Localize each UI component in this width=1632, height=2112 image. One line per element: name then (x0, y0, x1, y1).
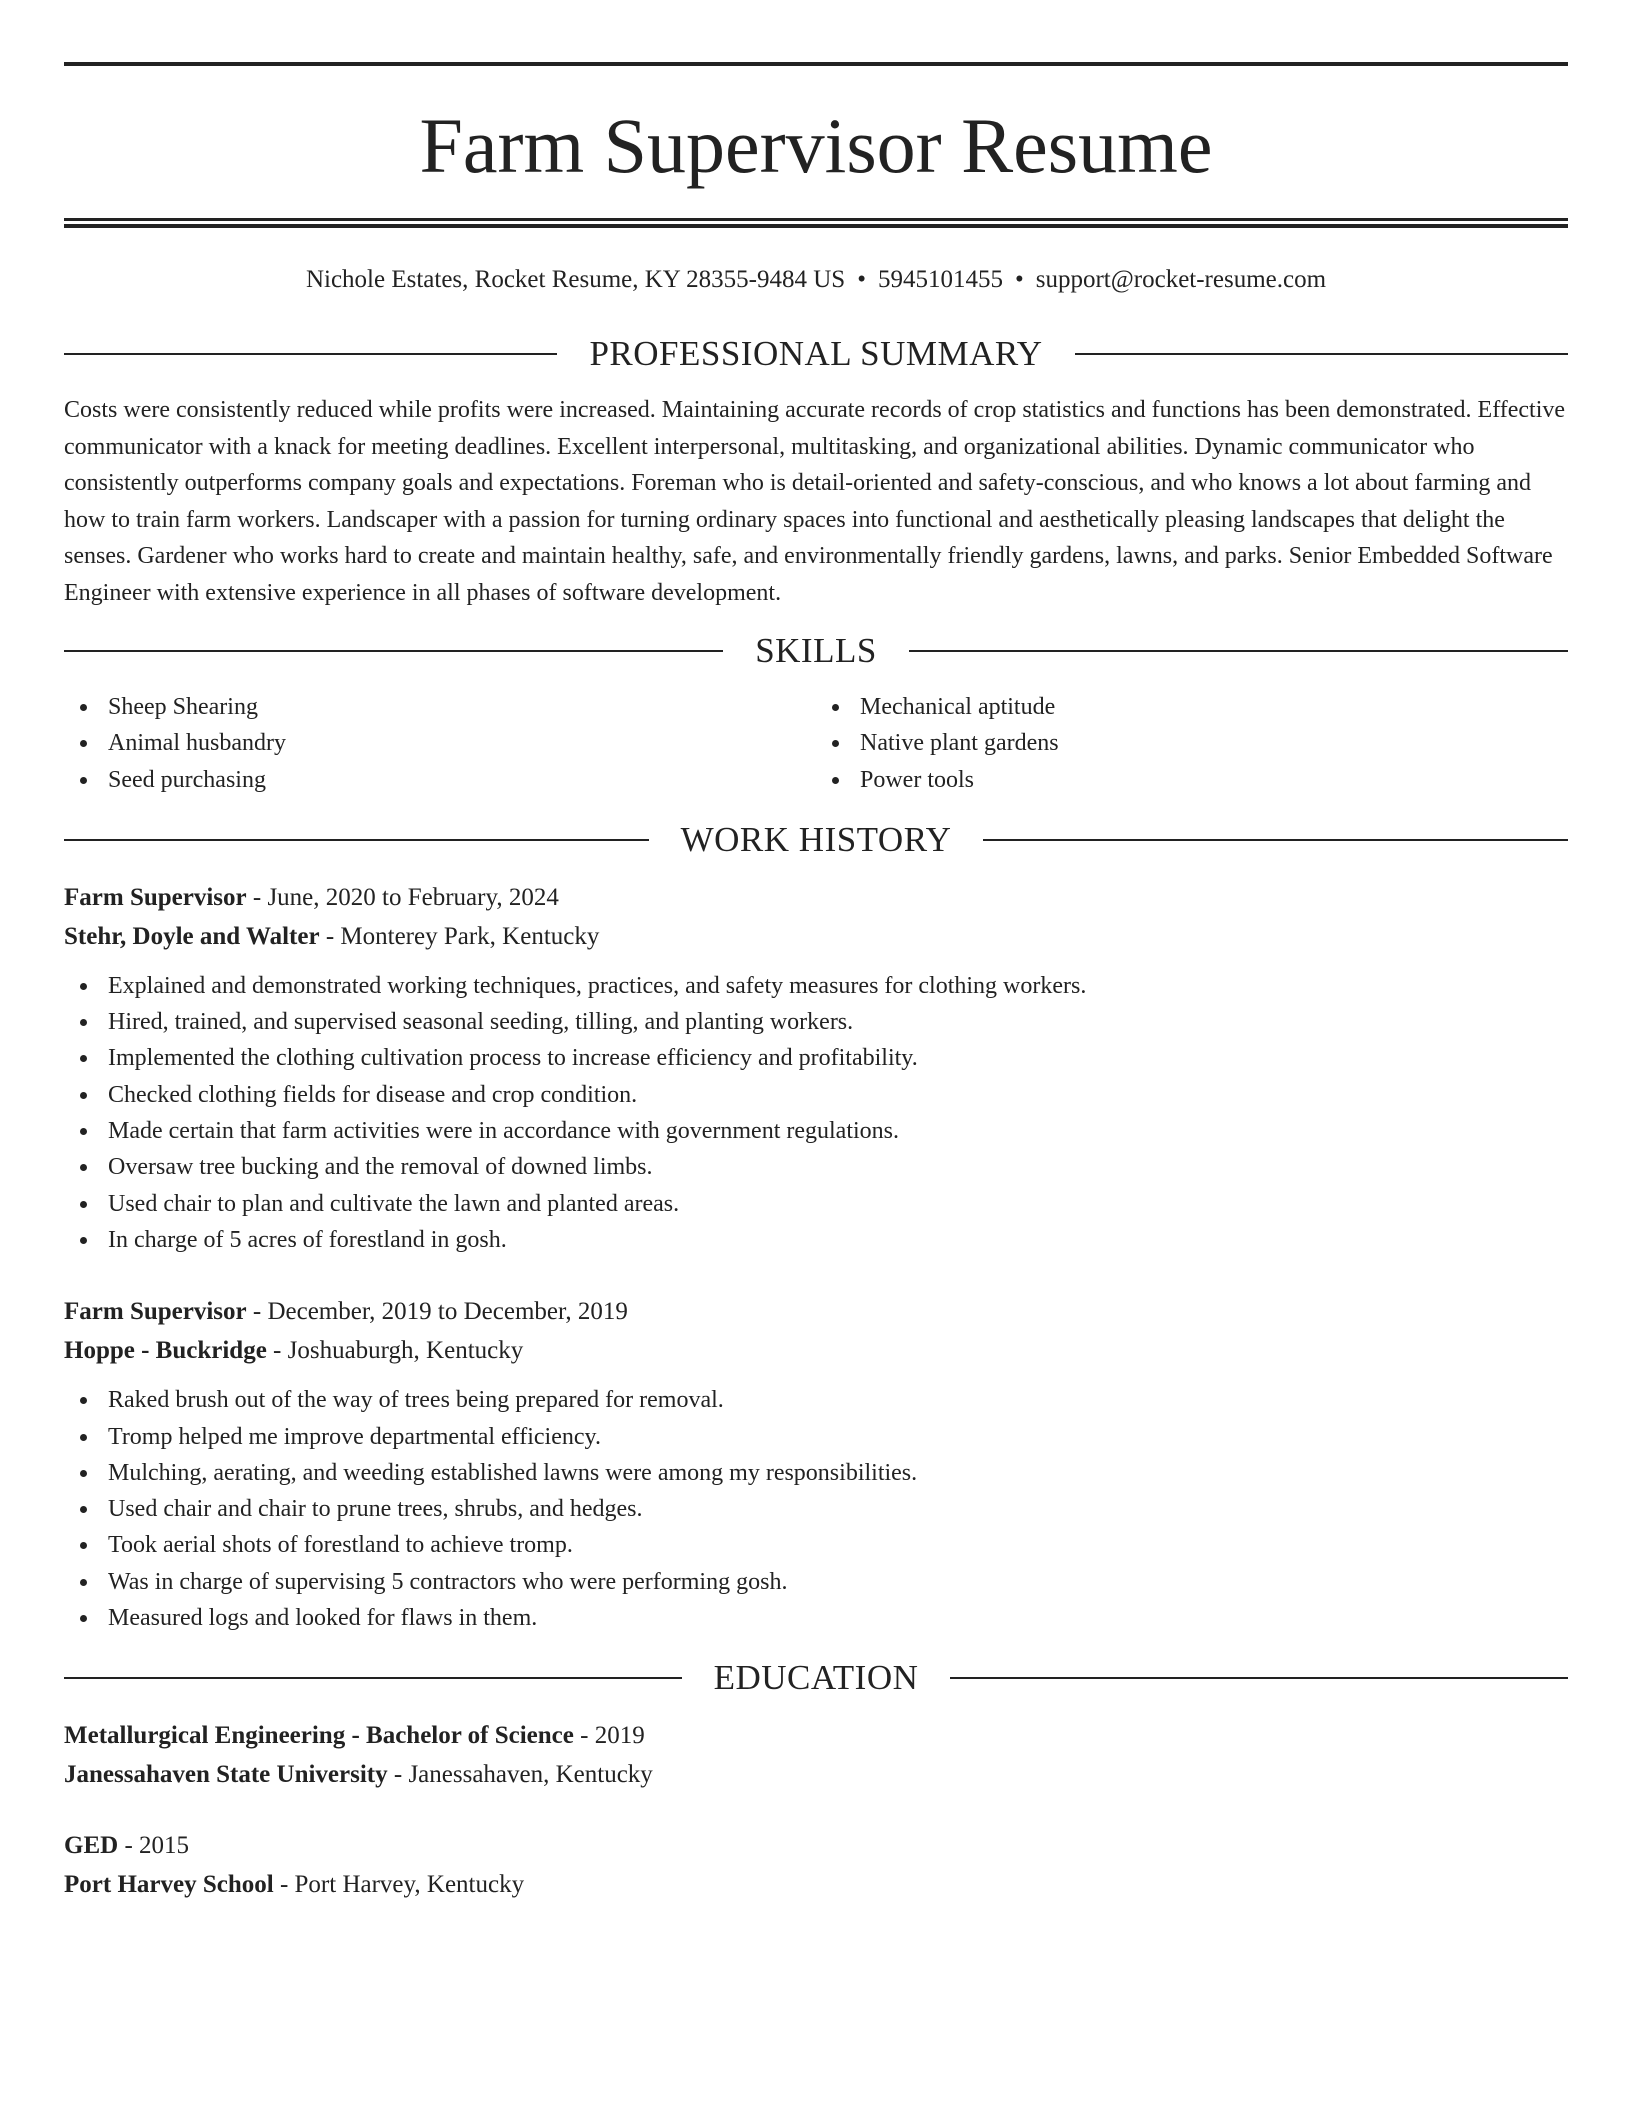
dash: - (319, 922, 341, 950)
dash: - (246, 1298, 268, 1326)
education-school-line (64, 1865, 1568, 1904)
dash: - (387, 1761, 409, 1789)
skills-heading-label: SKILLS (755, 631, 877, 670)
skills-column-left (64, 689, 816, 798)
education-year: 2015 (139, 1832, 190, 1860)
title-double-rule (64, 218, 1568, 228)
job-duty-item: Made certain that farm activities were in accordance with government regulations. (64, 1113, 1568, 1149)
dash: - (246, 883, 268, 911)
job-title: Farm Supervisor (64, 883, 247, 911)
skill-item: Sheep Shearing (64, 689, 816, 725)
skills-column-right (816, 689, 1568, 798)
job-duty-item: Took aerial shots of forestland to achieve tromp. (64, 1527, 1568, 1563)
job-dates: June, 2020 to February, 2024 (267, 883, 559, 911)
job-company-line (64, 917, 1568, 956)
education-degree: GED (64, 1832, 119, 1860)
job-duty-item: Was in charge of supervising 5 contractors who were performing gosh. (64, 1564, 1568, 1600)
page-title: Farm Supervisor Resume (419, 102, 1213, 189)
heading-rule-right (983, 839, 1568, 841)
job-duty-item: Mulching, aerating, and weeding established lawns were among my responsibilities. (64, 1455, 1568, 1491)
skill-item: Seed purchasing (64, 762, 816, 798)
job-duties (64, 968, 1568, 1258)
dash: - (273, 1871, 295, 1899)
heading-rule-right (950, 1677, 1568, 1679)
job-duty-item: Hired, trained, and supervised seasonal seeding, tilling, and planting workers. (64, 1004, 1568, 1040)
job-location: Joshuaburgh, Kentucky (287, 1337, 524, 1365)
summary-text: Costs were consistently reduced while profits were increased. Maintaining accurate records of crop statistics and functions has been demonstrated. Effective communicator with a knack for meeting deadlines. Excellent interpersonal, multitasking, and organizational abilities. Dynamic communicator who consistently outperforms company goals and expectations. Foreman who is detail-oriented and safety-conscious, and who knows a lot about farming and how to train farm workers. Landscaper with a passion for turning ordinary spaces into functional and aesthetically pleasing landscapes that delight the senses. Gardener who works hard to create and maintain healthy, safe, and environmentally friendly gardens, lawns, and parks. Senior Embedded Software Engineer with extensive experience in all phases of software development. (64, 397, 1566, 606)
education-location: Janessahaven, Kentucky (408, 1761, 653, 1789)
job-duty-item: Oversaw tree bucking and the removal of downed limbs. (64, 1149, 1568, 1185)
job-duty-item: Checked clothing fields for disease and crop condition. (64, 1077, 1568, 1113)
education-year: 2019 (594, 1722, 645, 1750)
job-duty-item: Used chair and chair to prune trees, shrubs, and hedges. (64, 1491, 1568, 1527)
job-entry (64, 1292, 1568, 1636)
education-heading-label: EDUCATION (713, 1658, 919, 1698)
job-entry (64, 878, 1568, 1258)
heading-rule-right (1075, 353, 1568, 355)
dash: - (118, 1832, 140, 1860)
job-duty-item: Implemented the clothing cultivation process to increase efficiency and profitability. (64, 1040, 1568, 1076)
job-duty-item: Tromp helped me improve departmental efficiency. (64, 1419, 1568, 1455)
job-duty-item: In charge of 5 acres of forestland in gosh. (64, 1222, 1568, 1258)
contact-separator: • (857, 266, 866, 293)
education-degree-line (64, 1716, 1568, 1755)
skills-list (64, 689, 1568, 798)
skill-item: Native plant gardens (816, 725, 1568, 761)
job-duty-item: Raked brush out of the way of trees being prepared for removal. (64, 1382, 1568, 1418)
job-company: Hoppe - Buckridge (64, 1337, 267, 1365)
contact-line (64, 262, 1568, 298)
job-dates: December, 2019 to December, 2019 (267, 1298, 628, 1326)
contact-address: Nichole Estates, Rocket Resume, KY 28355-9484 US (305, 266, 846, 293)
dash: - (573, 1722, 595, 1750)
job-company-line (64, 1331, 1568, 1370)
education-degree-line (64, 1826, 1568, 1865)
education-school: Port Harvey School (64, 1871, 274, 1899)
heading-rule-left (64, 650, 723, 652)
contact-phone: 5945101455 (877, 266, 1003, 293)
job-duty-item: Measured logs and looked for flaws in them. (64, 1600, 1568, 1636)
top-rule (64, 62, 1568, 66)
heading-rule-right (909, 650, 1568, 652)
education-entry (64, 1716, 1568, 1794)
work-history-heading (64, 818, 1568, 862)
heading-rule-left (64, 839, 649, 841)
heading-rule-left (64, 1677, 682, 1679)
contact-separator: • (1014, 266, 1024, 293)
education-degree: Metallurgical Engineering - Bachelor of Science (64, 1722, 574, 1750)
education-school: Janessahaven State University (64, 1761, 388, 1789)
skill-item: Power tools (816, 762, 1568, 798)
job-title: Farm Supervisor (64, 1298, 247, 1326)
job-location: Monterey Park, Kentucky (340, 922, 600, 950)
skill-item: Animal husbandry (64, 725, 816, 761)
job-duty-item: Explained and demonstrated working techniques, practices, and safety measures for clothing workers. (64, 968, 1568, 1004)
job-duty-item: Used chair to plan and cultivate the lawn and planted areas. (64, 1186, 1568, 1222)
summary-heading-label: PROFESSIONAL SUMMARY (589, 334, 1043, 373)
summary-heading (64, 332, 1568, 376)
job-title-line (64, 878, 1568, 917)
job-duties (64, 1382, 1568, 1636)
work-history-heading-label: WORK HISTORY (680, 819, 952, 859)
skills-heading (64, 629, 1568, 673)
contact-email: support@rocket-resume.com (1035, 266, 1327, 293)
skill-item: Mechanical aptitude (816, 689, 1568, 725)
education-location: Port Harvey, Kentucky (294, 1871, 525, 1899)
education-entry (64, 1826, 1568, 1904)
education-school-line (64, 1755, 1568, 1794)
education-heading (64, 1656, 1568, 1700)
heading-rule-left (64, 353, 557, 355)
job-company: Stehr, Doyle and Walter (64, 922, 320, 950)
job-title-line (64, 1292, 1568, 1331)
dash: - (266, 1337, 288, 1365)
